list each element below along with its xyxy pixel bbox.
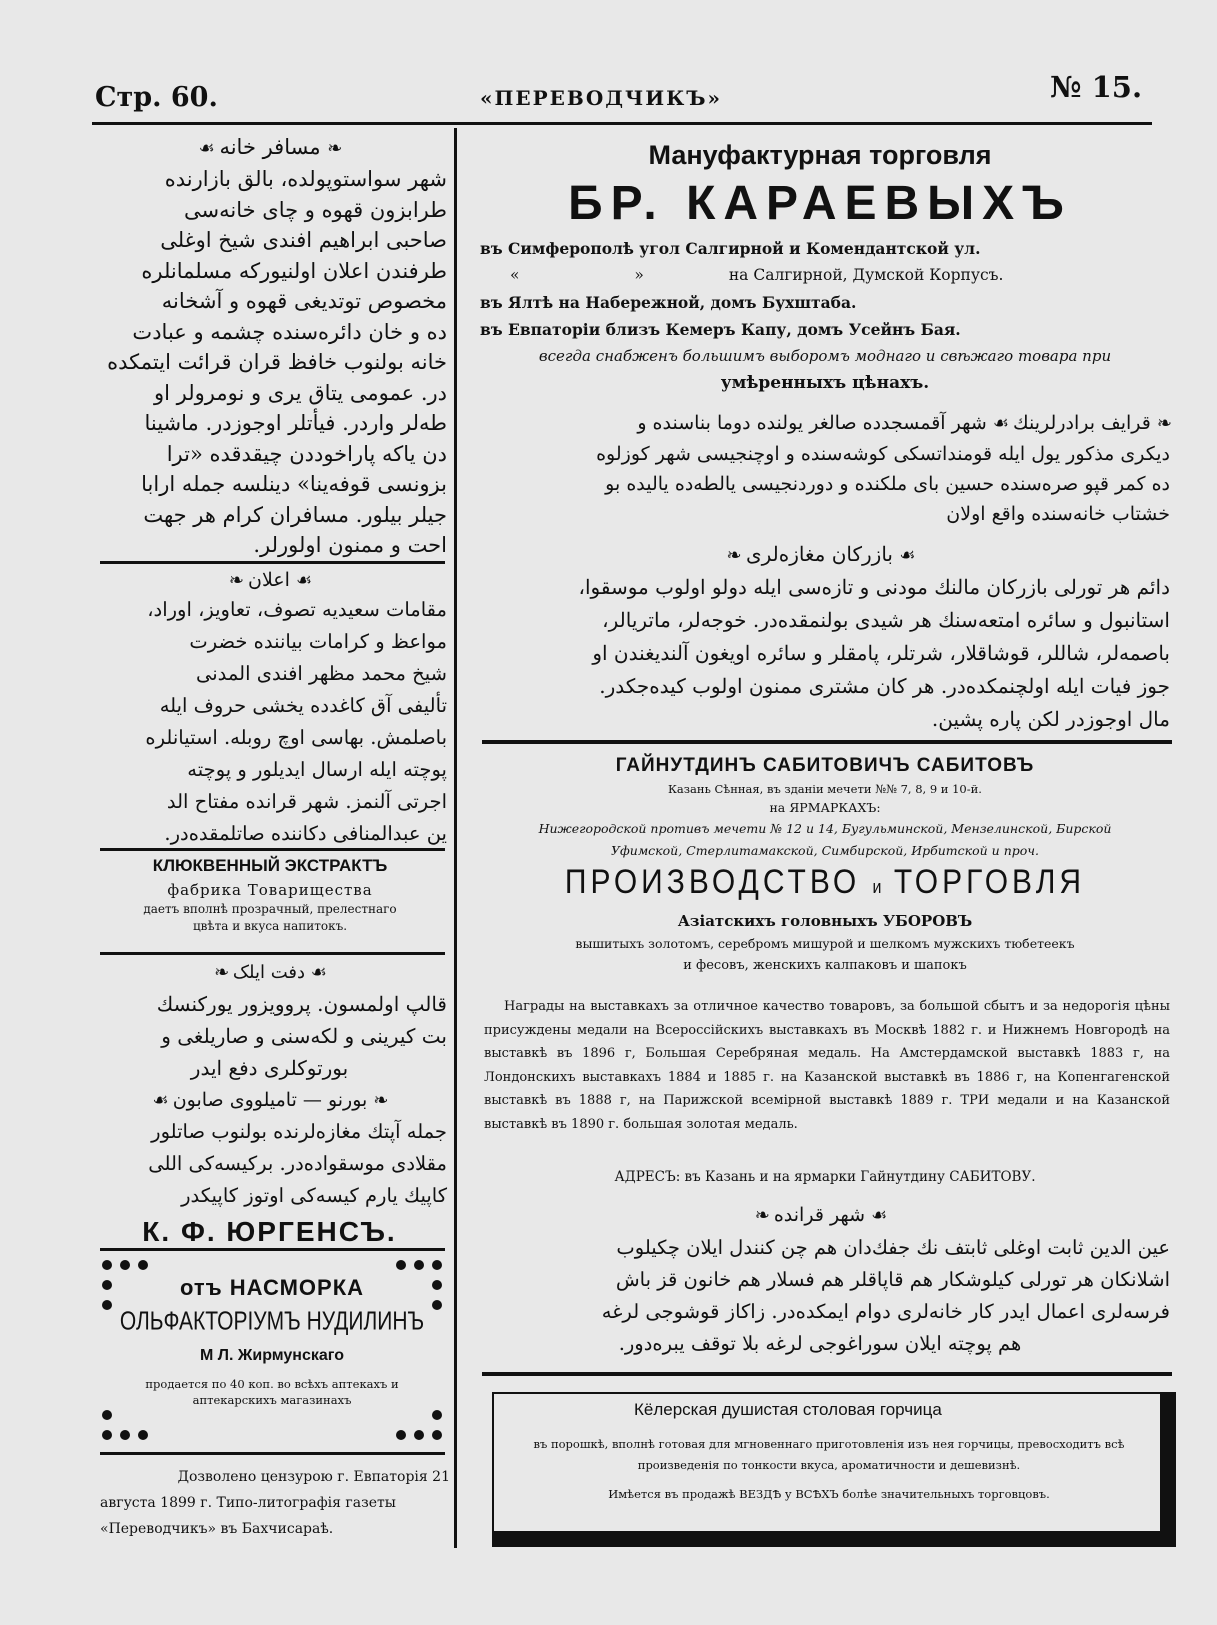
mustard-line-1: въ порошкѣ, вполнѣ готовая для мгновеннаго приготовленія изъ нея горчицы, превосходитъ всѣ произведенія по тонкости вкуса, ароматичности и дешевизнѣ. [533,1437,1125,1472]
ditto-mark: » [634,266,644,284]
karasu-title: شهر قرانده [773,1204,866,1226]
shops-title: بازرکان مغازه‌لری [745,542,893,566]
fleuron-icon: ☙ [310,962,325,983]
hotel-line: طرفندن اعلان اولنیورکه مسلمانلره [141,258,447,283]
fleuron-icon: ☙ [198,138,213,159]
karaev-tt-line: خشتاب خانه‌سنده واقع اولان [946,503,1170,525]
karasu-ad [470,1198,1170,1360]
fleuron-icon: ❧ [327,138,341,159]
karasu-body [470,1232,1170,1360]
soap-line: جمله آپتك مغازه‌لرنده بولنوب صاتلور [151,1120,447,1143]
ilan-ad [92,566,447,850]
daftar-ad [92,958,447,1252]
hotel-line: طه‌لر واردر. فیأتلر اوجوزدر. ماشینا [144,411,447,435]
soap-title: بورنو — تامیلووی صابون [172,1089,368,1111]
ilan-line: مقامات سعیدیه تصوف، تعاویز، اوراد، [147,598,447,621]
hotel-line: در. عمومی یتاق یری و نومرولر او [153,380,447,405]
right-rule-2 [482,1372,1172,1376]
karasu-line: اشلانکان هر تورلی کیلوشکار هم قاپاقلر هم فسلار هم خانون قز باش [615,1268,1170,1291]
nasmork-line-3: М Л. Жирмунскаго [200,1347,344,1364]
shops-body [470,571,1170,736]
hotel-line: احت و ممنون اولورلر. [253,533,447,557]
production-word: ПРОИЗВОДСТВО [564,863,861,902]
asia-hats: Азіатскихъ головныхъ УБОРОВЪ [677,912,973,930]
klukva-desc: даетъ вполнѣ прозрачный, прелестнаго [143,902,397,916]
production-trade: ТОРГОВЛЯ [893,863,1086,902]
karaev-tt-line: ده کمر قپو صره‌سنده حسین بای ملکنده و دوردنجیسی یالطه‌ده یالیده بو [605,473,1170,495]
hotel-ad-body [92,164,447,561]
daftar-title-row [92,958,447,988]
karaev-line-6: въ Евпаторіи близъ Кемеръ Капу, домъ Усейнъ Бая. [480,320,961,339]
hotel-line: جیلر بیلور. مسافران کرام هر جهت [143,502,447,527]
mustard-line-2: Имѣется въ продажѣ ВЕЗДѢ у ВСѢХЪ болѣе значительныхъ торговцовъ. [608,1487,1050,1501]
daftar-line: بورتوکلری دفع ایدر [190,1056,349,1080]
shops-line: جوز فیات ایله اولچنمکده‌در. هر کان مشتری ممنون اولوب کیده‌جکدر. [599,674,1170,698]
nasmork-line-2: ОЛЬФАКТОРІУМЪ НУДИЛИНЪ [119,1307,425,1336]
klukva-ad [95,853,445,935]
ditto-mark: « [510,266,520,284]
fleuron-icon: ☙ [992,413,1007,434]
production-and: и [872,878,882,898]
hotel-line: دن یاکه پاراخوددن چیقدقده «ترا [166,441,447,466]
nasmork-line-1: отъ НАСМОРКА [179,1275,365,1300]
karaev-tt-line [470,408,1170,439]
gainutdin-addr: Казань Сѣнная, въ зданіи мечети №№ 7, 8, 9 и 10-й. [668,782,982,796]
nasmork-line-5: аптекарскихъ магазинахъ [192,1393,352,1407]
klukva-desc: цвѣта и вкуса напитокъ. [192,919,348,933]
karaev-line-4-row [480,262,1170,289]
left-rule-5 [100,1452,445,1455]
left-column [92,130,447,561]
hotel-ad-title: مسافر خانه [219,135,321,159]
censor-line: августа 1899 г. Типо-литографія газеты [100,1495,396,1511]
karaev-line-2: БР. КАРАЕВЫХЪ [568,177,1072,230]
right-rule-1 [482,740,1172,744]
header-rule [92,122,1152,125]
karaev-line-7: всегда снабженъ большимъ выборомъ моднаго и свѣжаго товара при [538,347,1112,365]
left-rule-2 [100,848,445,851]
hotel-line: خانه بولنوب خافظ قران قرائت ایتمکده [107,350,447,374]
hotel-line: صاحبی ابراهیم افندی شیخ اوغلی [160,228,447,252]
left-rule-3 [100,952,445,955]
hotel-line: بزونسی قوفه‌ینا» دینلسه جمله ارابا [141,472,447,496]
daftar-title: دفت ایلک [232,962,306,983]
nasmork-line-4: продается по 40 коп. во всѣхъ аптекахъ и [145,1377,399,1391]
ilan-body [92,594,447,850]
soap-line: مقلادی موسقواده‌در. برکیسه‌کی اللی [148,1152,447,1175]
klukva-sub: фабрика Товарищества [167,881,373,899]
karaev-tt [470,408,1170,736]
karasu-title-row [470,1198,1170,1232]
mustard-title: Кёлерская душистая столовая горчица [634,1400,942,1419]
gainutdin-address: АДРЕСЪ: въ Казань и на ярмарки Гайнутдину САБИТОВУ. [614,1169,1036,1185]
newspaper-title: «ПЕРЕВОДЧИКЪ» [480,86,723,110]
fleuron-icon: ❧ [373,1090,387,1111]
karaev-line-5: въ Ялтѣ на Набережной, домъ Бухштаба. [480,293,857,312]
embroidery-2: и фесовъ, женскихъ калпаковъ и шапокъ [683,958,967,973]
page-number: Стр. 60. [95,82,218,113]
ilan-line: پوچته ایله ارسال ایدیلور و پوچته [187,758,447,781]
hotel-line: مخصوص توتدیغی قهوه و آشخانه [161,289,447,313]
column-divider [454,128,457,1548]
shops-line: دائم هر تورلی بازرکان مالنك مودنی و تازه‌سی ایله دولو اولوب موسقوا، [578,575,1170,599]
hotel-line: شهر سواستوپولده، بالق بازارنده [164,167,447,191]
hotel-line: ده و خان دائره‌سنده چشمه و عبادت [132,319,447,344]
fleuron-icon: ❧ [726,545,740,566]
daftar-line: قالپ اولمسون. پروویزور یورکنسك [156,992,447,1016]
fleuron-icon: ☙ [899,545,914,566]
production-heading [470,858,1180,912]
fleuron-icon: ❧ [228,570,242,591]
soap-body [92,1116,447,1212]
karaev-tt-text: شهر آقمسجدده صالغر یولنده دوما بناسنده و [637,412,987,434]
karaev-ad [470,135,1170,233]
shops-title-row [470,537,1170,571]
hotel-ad-title-row [92,130,447,164]
fleuron-icon: ☙ [871,1205,886,1226]
nasmork-ad [97,1255,447,1445]
gainutdin-name: ГАЙНУТДИНЪ САБИТОВИЧЪ САБИТОВЪ [615,755,1035,776]
karaev-line-1: Мануфактурная торговля [648,140,992,170]
left-rule-1 [100,561,445,564]
ilan-line: شیخ محمد مظهر افندی المدنی [195,662,447,685]
gainutdin-fairs-2: Уфимской, Стерлитамакской, Симбирской, Ирбитской и проч. [610,843,1040,858]
mustard-ad [492,1392,1176,1547]
daftar-line: بت کیرینی و لکه‌سنی و صاریلغی و [161,1024,447,1048]
ilan-line: تألیفی آق کاغدده یخشی حروف ایله [159,694,447,717]
fleuron-icon: ☙ [295,570,311,591]
ilan-title-row [92,566,447,594]
daftar-body [92,988,447,1084]
left-rule-4 [100,1248,445,1251]
censor-note [100,1464,450,1542]
hotel-line: طرابزون قهوه و چای خانه‌سی [184,197,447,222]
censor-line: «Переводчикъ» въ Бахчисараѣ. [100,1521,334,1537]
embroidery-1: вышитыхъ золотомъ, серебромъ мишурой и шелкомъ мужскихъ тюбетеекъ [575,936,1075,951]
karaev-tt-title: قرایف برادرلرینك [1013,412,1151,434]
jurgens-name: К. Ф. ЮРГЕНСЪ. [142,1216,397,1247]
fleuron-icon: ❧ [1156,413,1170,434]
gainutdin-fairs-1: Нижегородской противъ мечети № 12 и 14, Бугульминской, Мензелинской, Бирской [538,821,1112,836]
karaev-tt-body [470,408,1170,529]
gainutdin-ad [470,752,1180,977]
karasu-line: هم پوچته ایلان سوراغوجی لرغه بلا توقف یبره‌دور. [618,1332,1022,1355]
soap-title-row [92,1084,447,1116]
gainutdin-fairs: на ЯРМАРКАХЪ: [769,800,881,815]
karaev-addresses [480,235,1170,397]
fleuron-icon: ❧ [214,962,228,983]
soap-line: کاپیك یارم کیسه‌کی اوتوز کاپیکدر [181,1184,447,1207]
ilan-line: ین عبدالمنافی دکاننده صاتلمقده‌در. [164,822,447,845]
karasu-line: عین الدین ثابت اوغلی ثابتف نك جفك‌دان هم چن کنندل ایلان چکیلوب [616,1236,1170,1259]
karasu-line: فرسه‌لری اعمال ایدر کار خانه‌لری دوام ایمکده‌در. زاکاز قوشوجی لرغه [601,1300,1170,1323]
karaev-line-4: на Салгирной, Думской Корпусъ. [728,266,1004,284]
fleuron-icon: ☙ [152,1090,167,1111]
awards-text: Награды на выставкахъ за отличное качество товаровъ, за большой сбытъ и за недорогія цѣны присуждены медали на Всероссійскихъ выставкахъ въ Москвѣ 1882 г. и Нижнемъ Новгородѣ на выставкѣ въ 1896 г, Большая Серебряная медаль. На Амстердамской выставкѣ 1883 г, на Лондонскихъ выставкахъ 1884 и 1885 г. на Казанской выставкѣ въ 1886 г, на Копенгагенской выставкѣ въ 1888 г, на Парижской всемірной выставкѣ 1889 г. ТРИ медали и на Казанской выставкѣ въ 1890 г. большая золотая медаль. [484,999,1170,1132]
ilan-line: اجرتی آلنمز. شهر قرانده مفتاح الد [166,790,447,813]
shops-line: مال اوجوزدر لکن پاره پشین. [931,707,1170,731]
issue-number: № 15. [1050,70,1143,104]
shops-line: باصمه‌لر، شاللر، قوشاقلار، شرتلر، پامقلر و سائره اویغون آلندیغندن او [592,641,1170,665]
karaev-line-8: умѣренныхъ цѣнахъ. [720,373,930,393]
karaev-tt-line: دیکری مذکور یول ایله قومنداتسکی کوشه‌سنده و اوچنجیسی شهر کوزلوه [596,443,1170,465]
ilan-line: مواعظ و کرامات بیاننده خضرت [189,630,447,653]
karaev-line-3: въ Симферополѣ угол Салгирной и Комендантской ул. [480,239,981,258]
ilan-title: اعلان [248,569,290,591]
shops-line: استانبول و سائره امتعه‌سنك هر شیدی بولنمقده‌در. خوجه‌لر، ماتریالر، [602,608,1170,632]
ilan-line: باصلمش. بهاسی اوچ روبله. استیانلره [145,726,447,749]
klukva-title: КЛЮКВЕННЫЙ ЭКСТРАКТЪ [152,856,388,875]
censor-line: Дозволено цензурою г. Евпаторія 21 [177,1469,450,1485]
fleuron-icon: ❧ [754,1205,768,1226]
